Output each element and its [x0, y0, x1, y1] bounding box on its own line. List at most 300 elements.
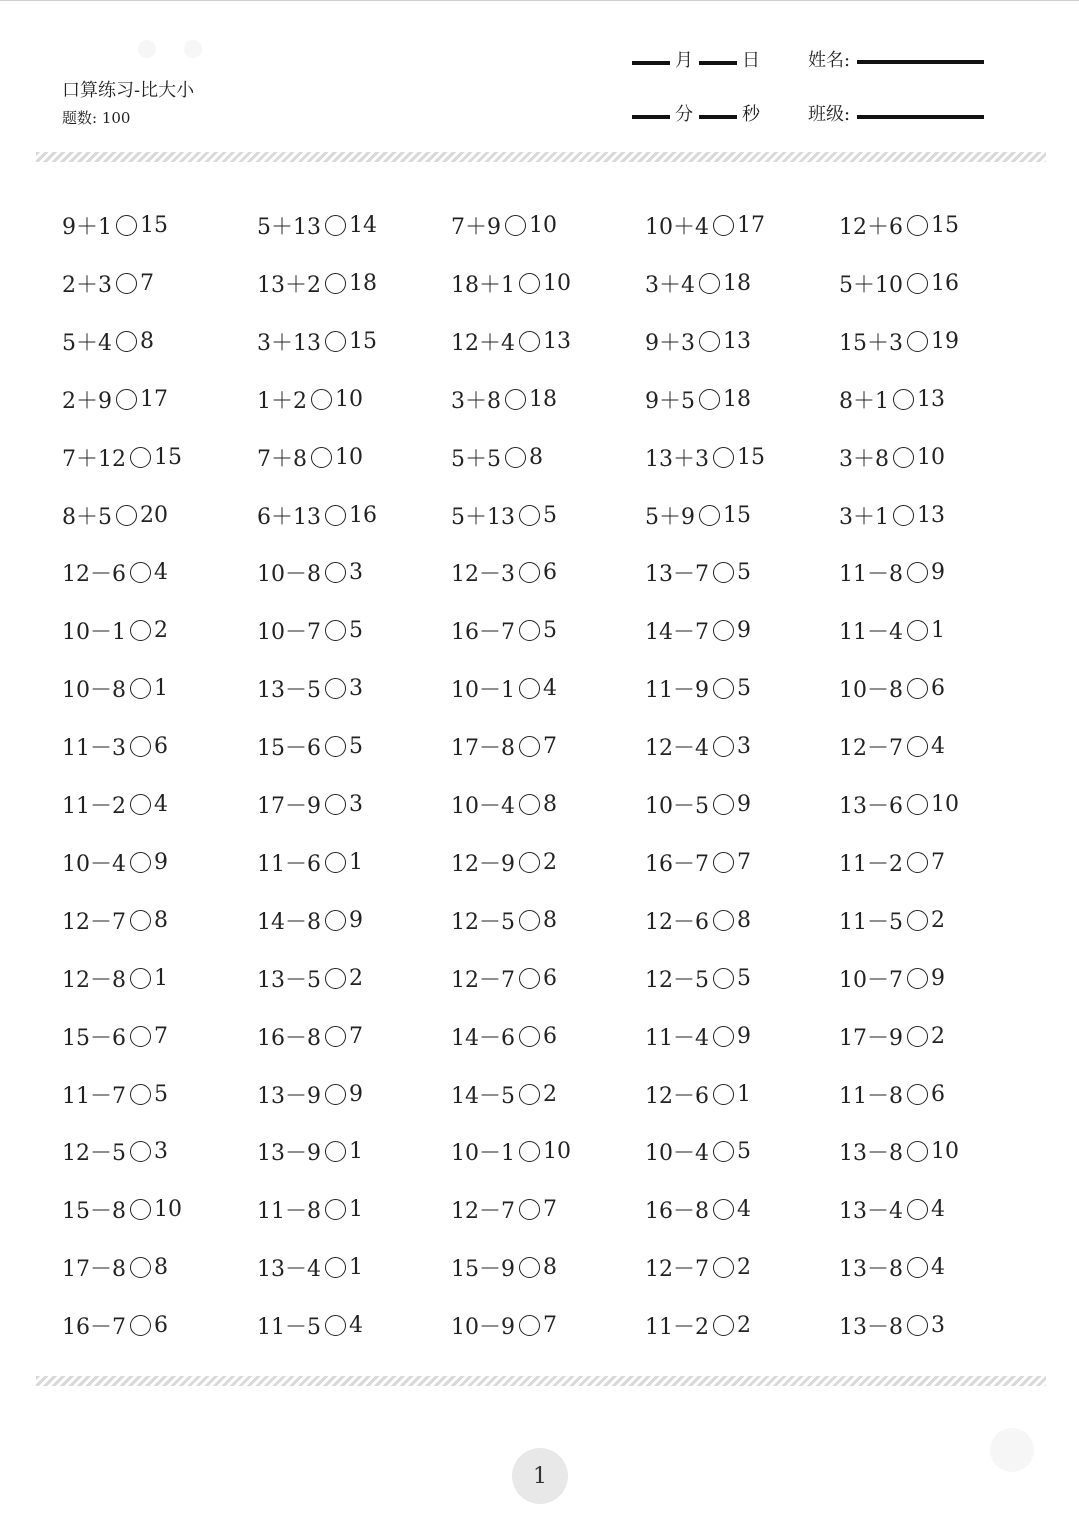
problem-compare-value: 10	[543, 1138, 571, 1164]
problem-compare-value: 2	[737, 1312, 751, 1338]
problem-expression: 13－5	[257, 677, 321, 703]
problem-expression: 8＋5	[62, 504, 112, 530]
answer-circle[interactable]	[699, 505, 720, 526]
problem-expression: 13－8	[839, 1140, 903, 1166]
problem-expression: 7＋12	[62, 446, 126, 472]
problem-item	[62, 1194, 182, 1224]
problem-item	[257, 731, 363, 761]
problem-compare-value: 17	[140, 386, 168, 412]
problem-item	[451, 557, 557, 587]
answer-circle[interactable]	[130, 447, 151, 468]
answer-circle[interactable]	[325, 968, 346, 989]
answer-circle[interactable]	[907, 1257, 928, 1278]
answer-circle[interactable]	[519, 852, 540, 873]
problem-item	[62, 731, 168, 761]
problem-expression: 2＋3	[62, 272, 112, 298]
answer-circle[interactable]	[713, 910, 734, 931]
problem-expression: 17－9	[257, 793, 321, 819]
answer-circle[interactable]	[325, 562, 346, 583]
answer-circle[interactable]	[325, 273, 346, 294]
month-label: 月	[675, 50, 693, 71]
answer-circle[interactable]	[907, 562, 928, 583]
problem-compare-value: 7	[737, 849, 751, 875]
answer-circle[interactable]	[713, 678, 734, 699]
answer-circle[interactable]	[907, 1315, 928, 1336]
answer-circle[interactable]	[519, 331, 540, 352]
problem-compare-value: 6	[154, 1312, 168, 1338]
answer-circle[interactable]	[325, 1315, 346, 1336]
problem-item	[62, 326, 154, 356]
problem-item	[62, 905, 168, 935]
problem-compare-value: 10	[335, 444, 363, 470]
problem-expression: 11－8	[257, 1198, 321, 1224]
problem-expression: 14－6	[451, 1025, 515, 1051]
problem-item	[62, 384, 168, 414]
answer-circle[interactable]	[713, 968, 734, 989]
answer-circle[interactable]	[325, 215, 346, 236]
answer-circle[interactable]	[907, 852, 928, 873]
problem-item	[257, 1136, 363, 1166]
problem-expression: 12－7	[62, 909, 126, 935]
problem-compare-value: 6	[543, 1023, 557, 1049]
problem-compare-value: 5	[737, 675, 751, 701]
problem-compare-value: 4	[154, 791, 168, 817]
answer-circle[interactable]	[893, 505, 914, 526]
problem-compare-value: 2	[154, 617, 168, 643]
problem-compare-value: 6	[154, 733, 168, 759]
answer-circle[interactable]	[713, 1315, 734, 1336]
problem-expression: 9＋3	[645, 330, 695, 356]
answer-circle[interactable]	[325, 678, 346, 699]
problem-item	[62, 268, 154, 298]
problem-item	[257, 1194, 363, 1224]
answer-circle[interactable]	[325, 620, 346, 641]
answer-circle[interactable]	[116, 273, 137, 294]
problem-compare-value: 7	[140, 270, 154, 296]
problem-compare-value: 13	[543, 328, 571, 354]
problem-compare-value: 1	[154, 965, 168, 991]
answer-circle[interactable]	[116, 215, 137, 236]
answer-circle[interactable]	[519, 1257, 540, 1278]
problem-item	[62, 1310, 168, 1340]
answer-circle[interactable]	[325, 505, 346, 526]
answer-circle[interactable]	[130, 1026, 151, 1047]
problem-item	[839, 731, 945, 761]
problem-item	[839, 557, 945, 587]
problem-item	[62, 789, 168, 819]
problem-item	[645, 442, 765, 472]
answer-circle[interactable]	[130, 736, 151, 757]
answer-circle[interactable]	[325, 1026, 346, 1047]
answer-circle[interactable]	[519, 968, 540, 989]
problem-compare-value: 10	[154, 1196, 182, 1222]
second-label: 秒	[742, 104, 760, 125]
problem-expression: 13－9	[257, 1140, 321, 1166]
answer-circle[interactable]	[325, 1257, 346, 1278]
answer-circle[interactable]	[907, 736, 928, 757]
problem-item	[839, 442, 945, 472]
answer-circle[interactable]	[713, 794, 734, 815]
problem-item	[451, 847, 557, 877]
problem-expression: 13－8	[839, 1314, 903, 1340]
problem-expression: 10－8	[257, 561, 321, 587]
problem-expression: 7＋8	[257, 446, 307, 472]
problem-item	[451, 442, 543, 472]
answer-circle[interactable]	[130, 678, 151, 699]
problem-item	[645, 500, 751, 530]
answer-circle[interactable]	[519, 1315, 540, 1336]
problem-compare-value: 8	[154, 907, 168, 933]
answer-circle[interactable]	[713, 215, 734, 236]
answer-circle[interactable]	[907, 1026, 928, 1047]
problem-item	[451, 326, 571, 356]
problem-expression: 12－5	[645, 967, 709, 993]
problem-expression: 13－8	[839, 1256, 903, 1282]
class-label: 班级:	[808, 104, 851, 125]
problem-expression: 9＋1	[62, 214, 112, 240]
problem-item	[257, 789, 363, 819]
problem-item	[451, 1310, 557, 1340]
problem-item	[451, 1079, 557, 1109]
problem-expression: 12－5	[62, 1140, 126, 1166]
problem-compare-value: 4	[154, 559, 168, 585]
problem-compare-value: 5	[737, 1138, 751, 1164]
problem-compare-value: 9	[737, 1023, 751, 1049]
problem-item	[62, 963, 168, 993]
problem-compare-value: 3	[349, 559, 363, 585]
problem-expression: 10－1	[451, 677, 515, 703]
problem-expression: 15－9	[451, 1256, 515, 1282]
answer-circle[interactable]	[325, 331, 346, 352]
problem-expression: 2＋9	[62, 388, 112, 414]
answer-circle[interactable]	[699, 273, 720, 294]
answer-circle[interactable]	[505, 447, 526, 468]
problem-expression: 18＋1	[451, 272, 515, 298]
day-label: 日	[742, 50, 760, 71]
problem-compare-value: 16	[349, 502, 377, 528]
problem-expression: 5＋9	[645, 504, 695, 530]
problem-expression: 10－4	[62, 851, 126, 877]
problem-item	[645, 1310, 751, 1340]
problem-expression: 3＋13	[257, 330, 321, 356]
answer-circle[interactable]	[893, 447, 914, 468]
problem-compare-value: 10	[335, 386, 363, 412]
answer-circle[interactable]	[325, 852, 346, 873]
problem-expression: 16－7	[451, 619, 515, 645]
answer-circle[interactable]	[713, 1257, 734, 1278]
answer-circle[interactable]	[130, 620, 151, 641]
answer-circle[interactable]	[713, 1026, 734, 1047]
problem-expression: 12－3	[451, 561, 515, 587]
answer-circle[interactable]	[130, 1084, 151, 1105]
answer-circle[interactable]	[130, 794, 151, 815]
problem-item	[645, 1021, 751, 1051]
problem-item	[257, 384, 363, 414]
problem-expression: 16－8	[645, 1198, 709, 1224]
problem-item	[839, 500, 945, 530]
problem-expression: 12－6	[645, 909, 709, 935]
problem-item	[839, 615, 945, 645]
problem-expression: 10＋4	[645, 214, 709, 240]
answer-circle[interactable]	[505, 215, 526, 236]
answer-circle[interactable]	[325, 1141, 346, 1162]
answer-circle[interactable]	[713, 852, 734, 873]
problem-item	[257, 210, 377, 240]
problem-compare-value: 2	[931, 907, 945, 933]
problem-item	[451, 384, 557, 414]
answer-circle[interactable]	[907, 331, 928, 352]
problem-compare-value: 9	[737, 791, 751, 817]
answer-circle[interactable]	[519, 678, 540, 699]
problem-item	[645, 905, 751, 935]
problem-compare-value: 8	[543, 907, 557, 933]
answer-circle[interactable]	[519, 1084, 540, 1105]
problem-expression: 3＋4	[645, 272, 695, 298]
problem-compare-value: 8	[529, 444, 543, 470]
answer-circle[interactable]	[116, 331, 137, 352]
problem-compare-value: 4	[349, 1312, 363, 1338]
problem-expression: 10－4	[451, 793, 515, 819]
problem-compare-value: 16	[931, 270, 959, 296]
answer-circle[interactable]	[130, 852, 151, 873]
problem-expression: 10－7	[839, 967, 903, 993]
answer-circle[interactable]	[519, 620, 540, 641]
problem-item	[839, 210, 959, 240]
problem-compare-value: 7	[543, 1312, 557, 1338]
problem-compare-value: 3	[737, 733, 751, 759]
answer-circle[interactable]	[519, 736, 540, 757]
answer-circle[interactable]	[325, 736, 346, 757]
answer-circle[interactable]	[519, 1199, 540, 1220]
answer-circle[interactable]	[907, 1199, 928, 1220]
answer-circle[interactable]	[519, 562, 540, 583]
answer-circle[interactable]	[713, 1141, 734, 1162]
answer-circle[interactable]	[130, 1199, 151, 1220]
bottom-divider	[36, 1376, 1046, 1386]
problem-compare-value: 7	[931, 849, 945, 875]
problem-item	[451, 789, 557, 819]
problem-item	[645, 847, 751, 877]
problem-item	[645, 1252, 751, 1282]
answer-circle[interactable]	[907, 1141, 928, 1162]
problem-item	[839, 1136, 959, 1166]
answer-circle[interactable]	[519, 1026, 540, 1047]
answer-circle[interactable]	[713, 1199, 734, 1220]
problem-compare-value: 6	[931, 675, 945, 701]
problem-compare-value: 5	[543, 617, 557, 643]
worksheet-title: 口算练习-比大小	[62, 80, 195, 101]
problem-item	[451, 905, 557, 935]
problem-item	[62, 847, 168, 877]
problem-compare-value: 18	[723, 270, 751, 296]
problem-expression: 17－8	[451, 735, 515, 761]
faint-corner-mark	[990, 1428, 1034, 1472]
problem-expression: 10－1	[62, 619, 126, 645]
problem-item	[451, 500, 557, 530]
problem-item	[257, 615, 363, 645]
problem-item	[645, 326, 751, 356]
answer-circle[interactable]	[907, 910, 928, 931]
answer-circle[interactable]	[130, 968, 151, 989]
answer-circle[interactable]	[699, 331, 720, 352]
problem-expression: 5＋4	[62, 330, 112, 356]
problem-item	[645, 384, 751, 414]
problem-compare-value: 5	[737, 965, 751, 991]
problem-item	[257, 963, 363, 993]
problem-item	[451, 963, 557, 993]
answer-circle[interactable]	[519, 910, 540, 931]
answer-circle[interactable]	[116, 389, 137, 410]
problem-expression: 12－6	[645, 1083, 709, 1109]
answer-circle[interactable]	[519, 794, 540, 815]
problem-compare-value: 5	[349, 733, 363, 759]
answer-circle[interactable]	[713, 1084, 734, 1105]
answer-circle[interactable]	[907, 620, 928, 641]
answer-circle[interactable]	[713, 620, 734, 641]
answer-circle[interactable]	[130, 910, 151, 931]
answer-circle[interactable]	[519, 1141, 540, 1162]
problem-compare-value: 8	[543, 1254, 557, 1280]
problem-item	[451, 1136, 571, 1166]
problem-item	[645, 268, 751, 298]
answer-circle[interactable]	[699, 389, 720, 410]
answer-circle[interactable]	[311, 447, 332, 468]
problem-compare-value: 3	[154, 1138, 168, 1164]
problem-compare-value: 10	[529, 212, 557, 238]
problem-expression: 12－7	[839, 735, 903, 761]
problem-expression: 12－7	[451, 1198, 515, 1224]
problem-expression: 10－5	[645, 793, 709, 819]
problem-expression: 8＋1	[839, 388, 889, 414]
problem-compare-value: 10	[917, 444, 945, 470]
problem-expression: 10－8	[839, 677, 903, 703]
problem-compare-value: 5	[154, 1081, 168, 1107]
problem-expression: 12＋4	[451, 330, 515, 356]
problem-expression: 12＋6	[839, 214, 903, 240]
problem-expression: 11－8	[839, 1083, 903, 1109]
problem-expression: 15－6	[62, 1025, 126, 1051]
problem-item	[257, 847, 363, 877]
problem-compare-value: 15	[140, 212, 168, 238]
problem-compare-value: 5	[349, 617, 363, 643]
problem-item	[645, 615, 751, 645]
problem-item	[645, 1194, 751, 1224]
answer-circle[interactable]	[907, 678, 928, 699]
problem-item	[257, 326, 377, 356]
problem-expression: 11－5	[257, 1314, 321, 1340]
problem-expression: 10－8	[62, 677, 126, 703]
problem-item	[62, 557, 168, 587]
problem-compare-value: 9	[931, 965, 945, 991]
problem-item	[62, 442, 182, 472]
problem-item	[62, 500, 168, 530]
problem-expression: 14－7	[645, 619, 709, 645]
problem-item	[645, 673, 751, 703]
problem-compare-value: 4	[543, 675, 557, 701]
problem-compare-value: 3	[931, 1312, 945, 1338]
problem-compare-value: 10	[931, 1138, 959, 1164]
problem-expression: 16－7	[62, 1314, 126, 1340]
answer-circle[interactable]	[907, 968, 928, 989]
problem-compare-value: 9	[154, 849, 168, 875]
problem-compare-value: 17	[737, 212, 765, 238]
answer-circle[interactable]	[519, 273, 540, 294]
problem-item	[451, 615, 557, 645]
question-count: 题数: 100	[62, 109, 131, 127]
answer-circle[interactable]	[519, 505, 540, 526]
problem-item	[257, 557, 363, 587]
problem-expression: 14－5	[451, 1083, 515, 1109]
problem-compare-value: 8	[543, 791, 557, 817]
answer-circle[interactable]	[907, 794, 928, 815]
problem-expression: 11－5	[839, 909, 903, 935]
problem-item	[451, 1194, 557, 1224]
problem-compare-value: 15	[737, 444, 765, 470]
problem-compare-value: 1	[737, 1081, 751, 1107]
answer-circle[interactable]	[130, 1315, 151, 1336]
problem-expression: 15－8	[62, 1198, 126, 1224]
answer-circle[interactable]	[325, 794, 346, 815]
answer-circle[interactable]	[130, 562, 151, 583]
problem-compare-value: 15	[931, 212, 959, 238]
problem-compare-value: 13	[723, 328, 751, 354]
answer-circle[interactable]	[505, 389, 526, 410]
answer-circle[interactable]	[907, 1084, 928, 1105]
problem-item	[257, 268, 377, 298]
problem-compare-value: 20	[140, 502, 168, 528]
problem-item	[257, 1021, 363, 1051]
answer-circle[interactable]	[325, 1084, 346, 1105]
problem-compare-value: 9	[349, 907, 363, 933]
problem-item	[257, 905, 363, 935]
answer-circle[interactable]	[311, 389, 332, 410]
problem-compare-value: 1	[931, 617, 945, 643]
answer-circle[interactable]	[713, 736, 734, 757]
problem-compare-value: 4	[931, 1254, 945, 1280]
problem-compare-value: 18	[349, 270, 377, 296]
problem-expression: 13－4	[839, 1198, 903, 1224]
problem-item	[645, 789, 751, 819]
problem-item	[839, 1252, 945, 1282]
problem-expression: 6＋13	[257, 504, 321, 530]
problem-expression: 14－8	[257, 909, 321, 935]
problem-expression: 11－4	[839, 619, 903, 645]
answer-circle[interactable]	[893, 389, 914, 410]
problem-compare-value: 7	[154, 1023, 168, 1049]
problem-item	[645, 210, 765, 240]
problem-expression: 13－4	[257, 1256, 321, 1282]
page-number: 1	[512, 1448, 568, 1504]
problem-compare-value: 13	[917, 502, 945, 528]
answer-circle[interactable]	[325, 910, 346, 931]
answer-circle[interactable]	[116, 505, 137, 526]
problem-expression: 5＋13	[257, 214, 321, 240]
answer-circle[interactable]	[130, 1257, 151, 1278]
answer-circle[interactable]	[907, 215, 928, 236]
problem-compare-value: 2	[543, 849, 557, 875]
answer-circle[interactable]	[130, 1141, 151, 1162]
problem-item	[839, 1079, 945, 1109]
problem-compare-value: 8	[154, 1254, 168, 1280]
answer-circle[interactable]	[325, 1199, 346, 1220]
problem-expression: 9＋5	[645, 388, 695, 414]
problem-expression: 12－5	[451, 909, 515, 935]
answer-circle[interactable]	[907, 273, 928, 294]
answer-circle[interactable]	[713, 447, 734, 468]
problem-compare-value: 19	[931, 328, 959, 354]
problem-item	[257, 1252, 363, 1282]
answer-circle[interactable]	[713, 562, 734, 583]
